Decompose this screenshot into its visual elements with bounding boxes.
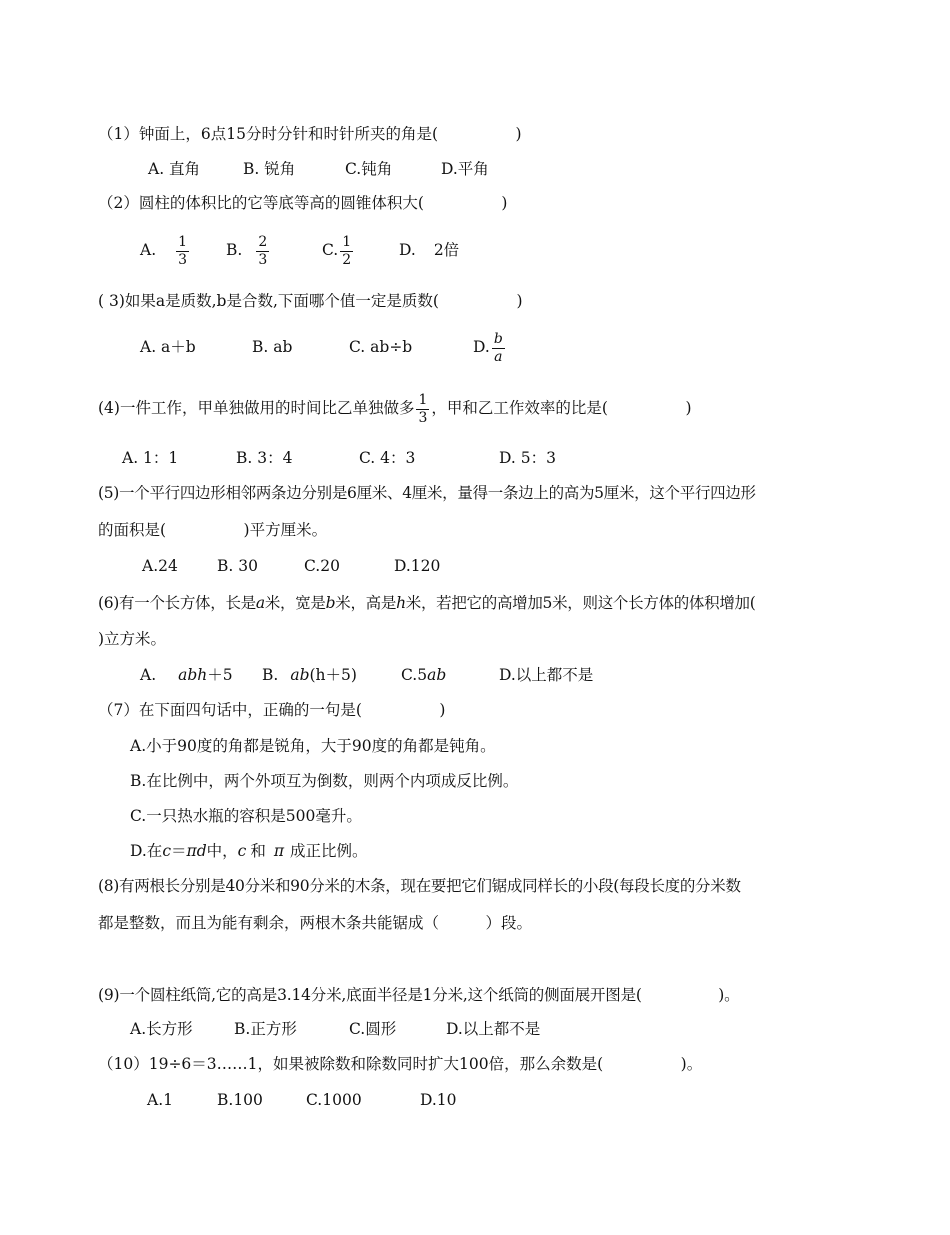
option-c[interactable]: C. ab÷b xyxy=(349,338,413,356)
stem-text: (4)一件工作，甲单独做用的时间比乙单独做多 xyxy=(98,399,415,417)
fraction-denominator: 3 xyxy=(178,251,188,268)
fraction xyxy=(416,392,429,427)
fraction-numerator: 1 xyxy=(178,233,188,250)
variable-c: c xyxy=(162,842,171,860)
option-label: B. xyxy=(226,241,243,259)
option-b[interactable]: B. ab xyxy=(252,338,293,356)
option-c[interactable]: C.20 xyxy=(304,557,340,575)
option-variable: abh xyxy=(178,666,208,684)
option-label: A. xyxy=(140,666,157,684)
option-label: A. xyxy=(140,241,157,259)
option-label: C.5 xyxy=(401,666,428,684)
question-5-options xyxy=(142,556,440,576)
fraction-denominator: 3 xyxy=(418,409,428,426)
question-7-option-a[interactable]: A.小于90度的角都是锐角，大于90度的角都是钝角。 xyxy=(130,737,496,755)
stem-text: (6)有一个长方体，长是 xyxy=(98,594,256,612)
option-text: (h＋5) xyxy=(309,666,357,684)
stem-text: ，甲和乙工作效率的比是( ) xyxy=(431,399,692,417)
option-b[interactable]: B. 30 xyxy=(217,557,258,575)
option-a[interactable] xyxy=(140,230,226,270)
option-c[interactable]: C. 4：3 xyxy=(359,449,416,467)
option-label: B. xyxy=(262,666,279,684)
question-10-options xyxy=(147,1090,457,1110)
option-label: D. xyxy=(473,338,490,356)
option-d[interactable]: D.以上都不是 xyxy=(446,1020,541,1038)
stem-text: 米，高是 xyxy=(335,594,397,612)
question-7-stem: （7）在下面四句话中，正确的一句是( ) xyxy=(98,701,446,719)
fraction xyxy=(176,234,189,269)
option-a[interactable]: A. 直角 xyxy=(148,160,201,178)
option-text: D.在 xyxy=(130,842,163,860)
option-label: D. xyxy=(399,241,416,259)
fraction xyxy=(340,234,353,269)
question-7-option-b[interactable]: B.在比例中，两个外项互为倒数，则两个内项成反比例。 xyxy=(130,772,519,790)
variable-pi: π xyxy=(273,842,285,860)
stem-text: 米，若把它的高增加5米，则这个长方体的体积增加( xyxy=(405,594,756,612)
question-9-stem: (9)一个圆柱纸筒,它的高是3.14分米,底面半径是1分米,这个纸筒的侧面展开图是( )。 xyxy=(98,986,740,1004)
option-a[interactable] xyxy=(140,665,262,685)
question-9-options xyxy=(130,1019,540,1039)
fraction-numerator: 2 xyxy=(258,233,268,250)
option-c[interactable]: C.圆形 xyxy=(349,1020,397,1038)
option-text: 2倍 xyxy=(433,241,460,259)
option-d[interactable]: D.平角 xyxy=(441,160,489,178)
option-c[interactable] xyxy=(401,665,499,685)
option-a[interactable]: A. 1：1 xyxy=(122,449,179,467)
fraction-numerator: 1 xyxy=(342,233,352,250)
question-7-option-c[interactable]: C.一只热水瓶的容积是500毫升。 xyxy=(130,807,362,825)
question-10-stem: （10）19÷6＝3……1，如果被除数和除数同时扩大100倍，那么余数是( )。 xyxy=(98,1055,703,1073)
option-c[interactable]: C.1000 xyxy=(306,1091,362,1109)
option-text: 和 xyxy=(250,842,266,860)
question-1-options xyxy=(148,159,489,179)
option-b[interactable] xyxy=(226,230,322,270)
option-variable: ab xyxy=(290,666,310,684)
fraction-denominator: 3 xyxy=(258,251,268,268)
fraction-numerator: 1 xyxy=(418,391,428,408)
option-d[interactable]: D. 5：3 xyxy=(499,449,556,467)
variable-pi: π xyxy=(186,842,197,860)
option-text: 中， xyxy=(206,842,238,860)
option-a[interactable]: A.1 xyxy=(147,1091,173,1109)
fraction xyxy=(492,331,505,366)
question-7-option-d[interactable] xyxy=(130,841,368,861)
question-3-stem: ( 3)如果a是质数,b是合数,下面哪个值一定是质数( ) xyxy=(98,292,523,310)
option-b[interactable]: B.正方形 xyxy=(234,1020,297,1038)
option-d[interactable] xyxy=(473,327,507,367)
option-a[interactable]: A.长方形 xyxy=(130,1020,193,1038)
question-6-line-1 xyxy=(98,593,755,613)
variable-c: c xyxy=(237,842,247,860)
option-text: 成正比例。 xyxy=(290,842,368,860)
option-d[interactable] xyxy=(399,230,459,270)
question-2-stem: （2）圆柱的体积比的它等底等高的圆锥体积大( ) xyxy=(98,194,508,212)
option-b[interactable]: B. 锐角 xyxy=(243,160,296,178)
question-5-line-1: (5)一个平行四边形相邻两条边分别是6厘米、4厘米，量得一条边上的高为5厘米，这个平行四边形 xyxy=(98,484,756,502)
variable-d: d xyxy=(196,842,207,860)
option-c[interactable] xyxy=(322,230,399,270)
fraction xyxy=(256,234,269,269)
option-d[interactable]: D.以上都不是 xyxy=(499,666,594,684)
option-variable: ab xyxy=(427,666,447,684)
question-3-options xyxy=(140,327,507,367)
question-6-options xyxy=(140,665,593,685)
option-text: ＋5 xyxy=(207,666,233,684)
fraction-denominator: a xyxy=(494,348,503,365)
question-8-line-2: 都是整数，而且为能有剩余，两根木条共能锯成（ ）段。 xyxy=(98,914,533,932)
variable-b: b xyxy=(325,594,336,612)
question-4-stem xyxy=(98,388,692,428)
question-2-options xyxy=(140,230,459,270)
question-8-line-1: (8)有两根长分别是40分米和90分米的木条，现在要把它们锯成同样长的小段(每段长度的分米数 xyxy=(98,877,741,895)
question-6-line-2: )立方米。 xyxy=(98,630,167,648)
option-b[interactable] xyxy=(262,665,401,685)
option-text: ＝ xyxy=(171,842,187,860)
option-b[interactable]: B.100 xyxy=(217,1091,263,1109)
question-5-line-2: 的面积是( )平方厘米。 xyxy=(98,521,328,539)
fraction-numerator: b xyxy=(493,330,503,347)
option-d[interactable]: D.10 xyxy=(420,1091,457,1109)
variable-h: h xyxy=(396,594,406,612)
stem-text: 米，宽是 xyxy=(264,594,326,612)
option-c[interactable]: C.钝角 xyxy=(345,160,393,178)
fraction-denominator: 2 xyxy=(342,251,352,268)
option-label: C. xyxy=(322,241,339,259)
option-a[interactable]: A.24 xyxy=(142,557,178,575)
variable-a: a xyxy=(255,594,265,612)
question-4-options xyxy=(122,448,556,468)
question-1-stem: （1）钟面上，6点15分时分针和时针所夹的角是( ) xyxy=(98,125,522,143)
option-a[interactable]: A. a＋b xyxy=(140,338,196,356)
option-d[interactable]: D.120 xyxy=(394,557,441,575)
option-b[interactable]: B. 3：4 xyxy=(236,449,293,467)
